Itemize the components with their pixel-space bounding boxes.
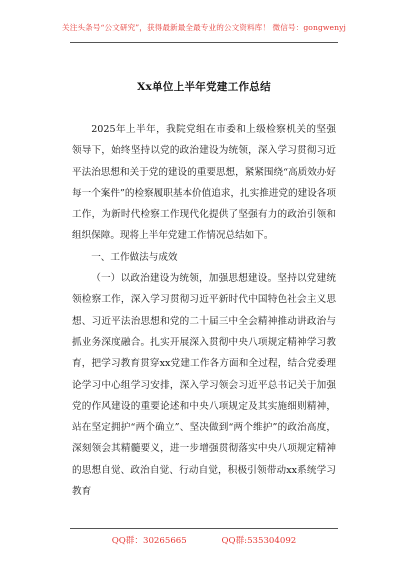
footer-divider — [70, 528, 338, 529]
document-title: Xx单位上半年党建工作总结 — [137, 81, 271, 93]
document-body — [72, 119, 336, 502]
header-promo-text: 关注头条号“公文研究”，获得最新最全最专业的公文资料库！ 微信号：gongwenyj — [62, 23, 346, 32]
header-divider — [70, 42, 338, 43]
footer — [0, 534, 408, 546]
section-heading: 一、工作做法与成效 — [91, 251, 178, 263]
footer-qq-group-1: QQ群：30265665 — [111, 536, 187, 546]
intro-paragraph: 2025年上半年，我院党组在市委和上级检察机关的坚强领导下，始终坚持以党的政治建设为统领，深入学习贯彻习近平法治思想和关于党的建设的重要思想，紧紧围绕“高质效办好每一个案件”的检察履职基本价值追求，扎实推进党的建设各项工作，为新时代检察工作现代化提供了坚强有力的政治引领和组织保障。现将上半年党建工作情况总结如下。 — [72, 124, 336, 242]
footer-qq-group-2: QQ群:535304092 — [221, 536, 297, 546]
section-paragraph: （一）以政治建设为统领，加强思想建设。坚持以党建统领检察工作，深入学习贯彻习近平新时代中国特色社会主义思想、习近平法治思想和党的二十届三中全会精神推动讲政治与抓业务深度融合。扎实开展深入贯彻中央八项规定精神学习教育，把学习教育贯穿xx党建工作各方面和全过程，结合党委理论学习中心组学习安排，深入学习领会习近平总书记关于加强党的作风建设的重要论述和中央八项规定及其实施细则精神，站在坚定拥护“两个确立”、坚决做到“两个维护”的政治高度，深刻领会其精髓要义，进一步增强贯彻落实中央八项规定精神的思想自觉、政治自觉、行动自觉，积极引领带动xx系统学习教育 — [72, 273, 336, 498]
